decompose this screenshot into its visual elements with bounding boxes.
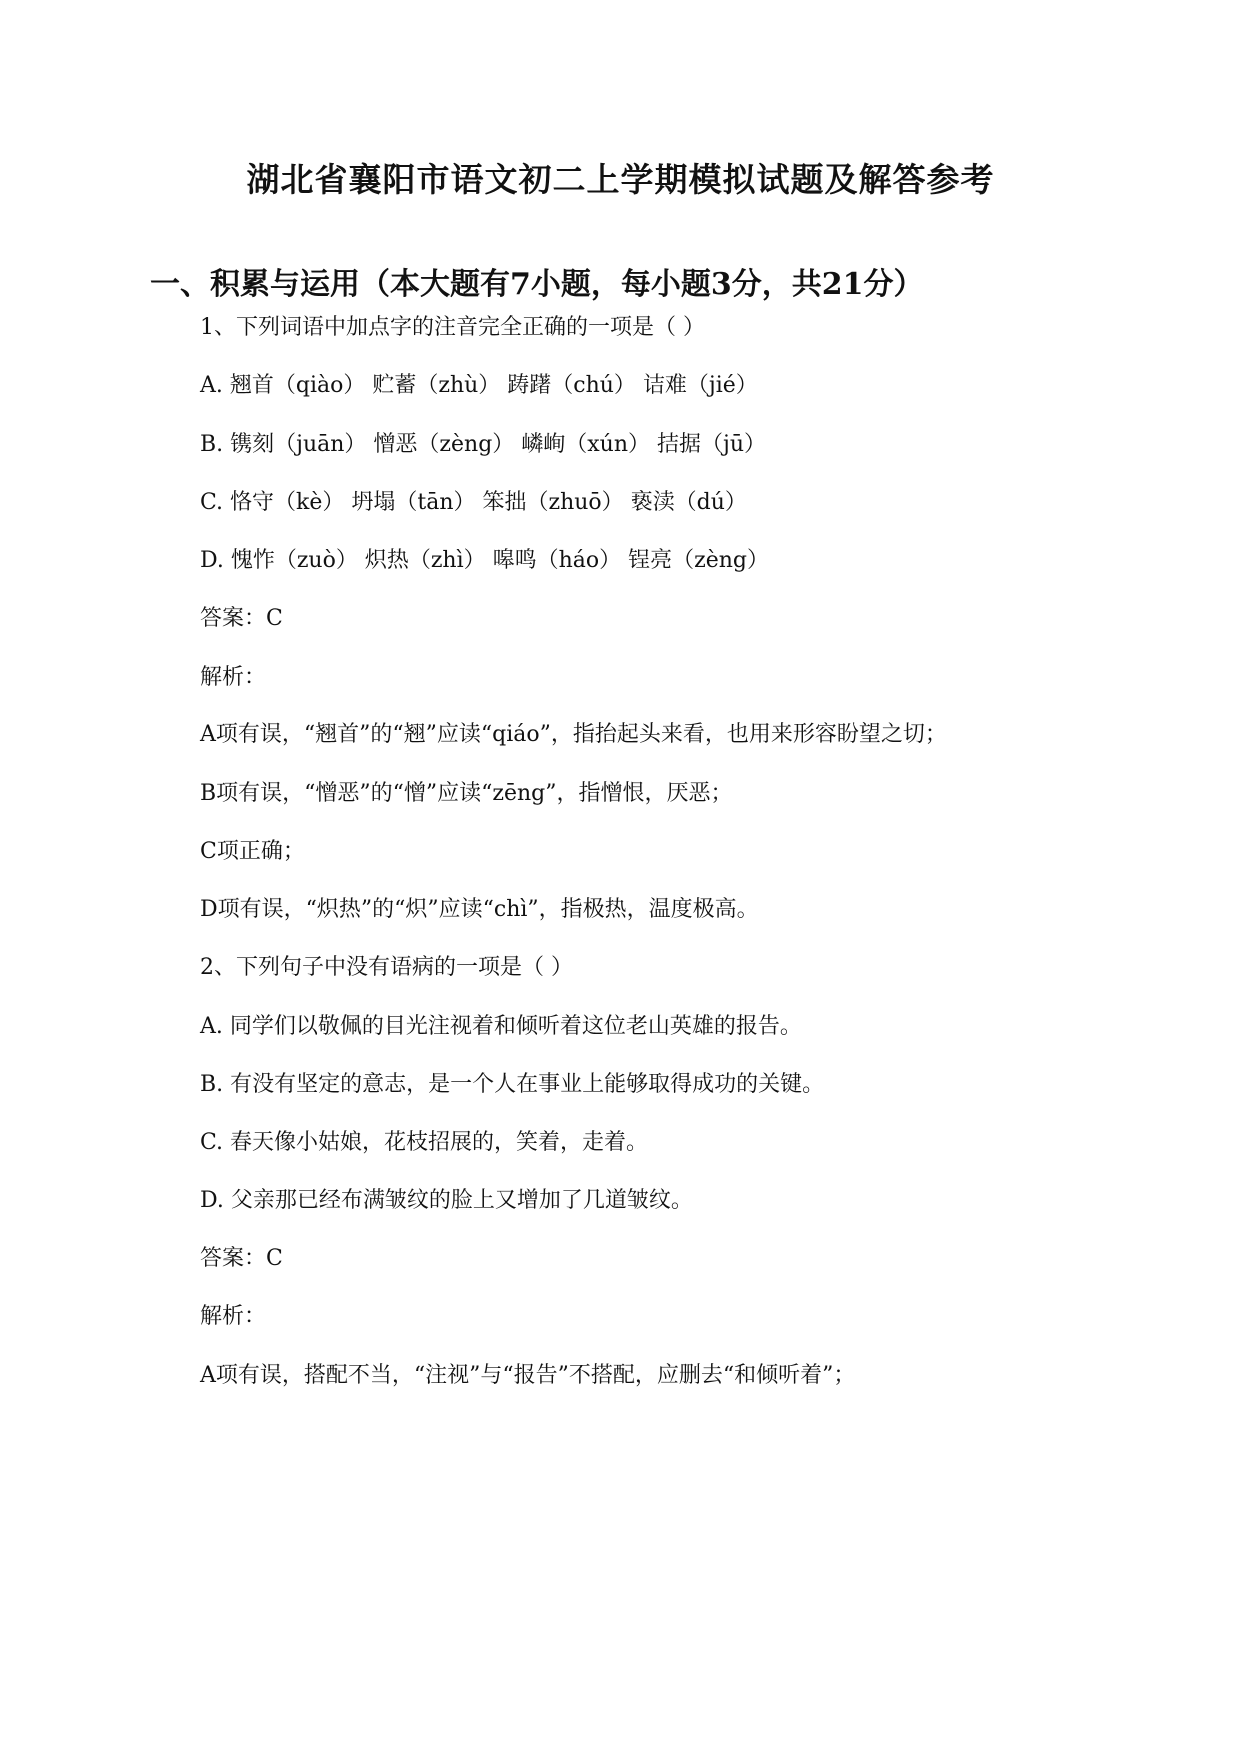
question-1-option-a: A. 翘首（qiào） 贮蓄（zhù） 踌躇（chú） 诘难（jié） <box>200 373 758 398</box>
question-1-answer: 答案：C <box>200 606 283 631</box>
question-2-answer: 答案：C <box>200 1246 283 1271</box>
question-2-option-b: B. 有没有坚定的意志，是一个人在事业上能够取得成功的关键。 <box>200 1072 825 1097</box>
question-2-option-c: C. 春天像小姑娘，花枝招展的，笑着，走着。 <box>200 1130 649 1155</box>
question-1-analysis-b: B项有误，“憎恶”的“憎”应读“zēng”，指憎恨，厌恶； <box>200 781 733 806</box>
question-1-analysis-d: D项有误，“炽热”的“炽”应读“chì”，指极热，温度极高。 <box>200 897 759 922</box>
question-2-analysis-label: 解析： <box>200 1304 267 1329</box>
question-1-option-d: D. 愧怍（zuò） 炽热（zhì） 嗥鸣（háo） 锃亮（zèng） <box>200 548 770 573</box>
question-1-option-b: B. 镌刻（juān） 憎恶（zèng） 嶙峋（xún） 拮据（jū） <box>200 432 767 457</box>
question-1-analysis-a: A项有误，“翘首”的“翘”应读“qiáo”，指抬起头来看，也用来形容盼望之切； <box>200 722 947 747</box>
question-2-option-d: D. 父亲那已经布满皱纹的脸上又增加了几道皱纹。 <box>200 1188 693 1213</box>
question-2-stem: 2、下列句子中没有语病的一项是（ ） <box>200 955 573 980</box>
section-heading: 一、积累与运用（本大题有7小题，每小题3分，共21分） <box>150 267 924 302</box>
document-title: 湖北省襄阳市语文初二上学期模拟试题及解答参考 <box>246 160 995 199</box>
question-1-analysis-label: 解析： <box>200 665 267 690</box>
question-1-option-c: C. 恪守（kè） 坍塌（tān） 笨拙（zhuō） 亵渎（dú） <box>200 490 747 515</box>
question-1-analysis-c: C项正确； <box>200 839 305 864</box>
question-2-option-a: A. 同学们以敬佩的目光注视着和倾听着这位老山英雄的报告。 <box>200 1014 802 1039</box>
question-1-stem: 1、下列词语中加点字的注音完全正确的一项是（ ） <box>200 315 705 340</box>
question-2-analysis-a: A项有误，搭配不当，“注视”与“报告”不搭配，应删去“和倾听着”； <box>200 1363 856 1388</box>
